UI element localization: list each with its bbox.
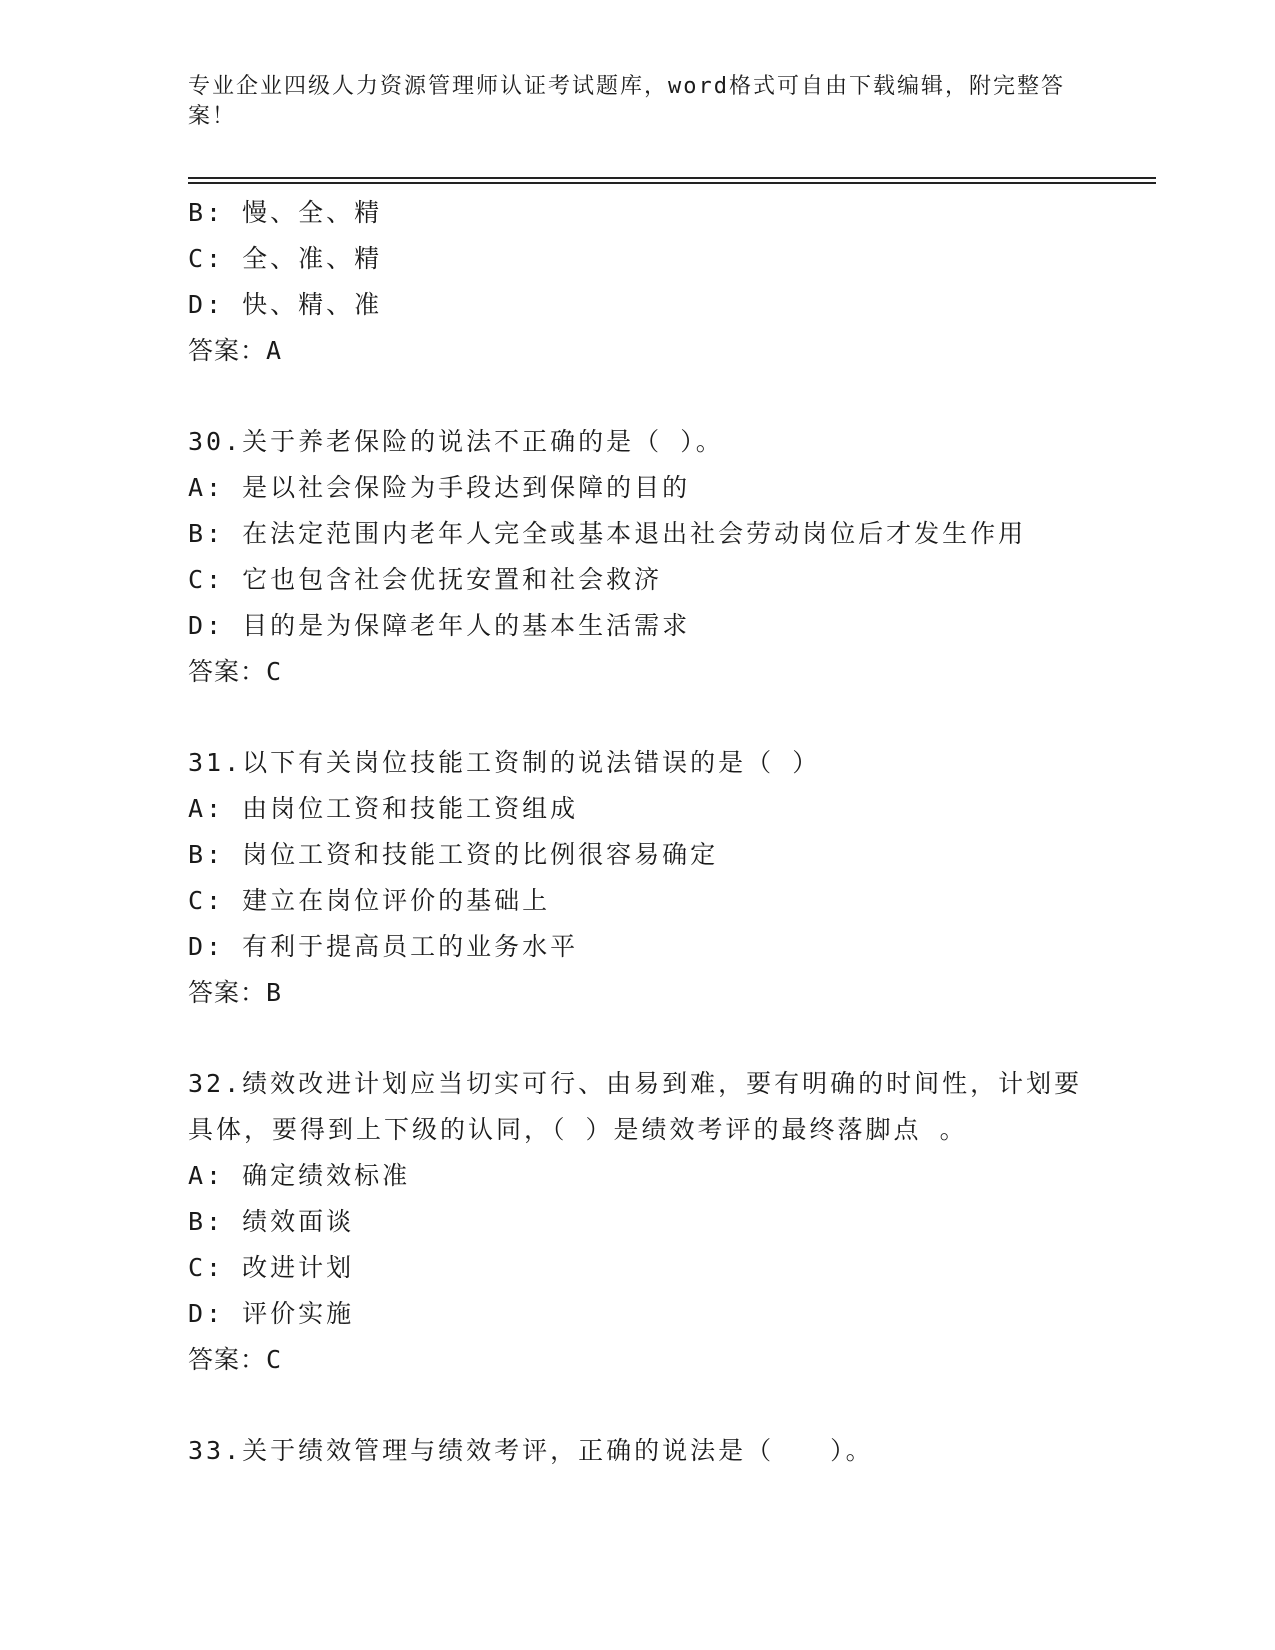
question-33	[188, 1428, 1088, 1474]
header-rule-top	[188, 177, 1156, 179]
option-c: C: 建立在岗位评价的基础上	[188, 886, 551, 915]
option-b: B: 在法定范围内老年人完全或基本退出社会劳动岗位后才发生作用	[188, 519, 1027, 548]
option-d: D: 快、精、准	[188, 290, 383, 319]
question-30	[188, 419, 1088, 695]
option-b: B: 岗位工资和技能工资的比例很容易确定	[188, 840, 719, 869]
document-header: 专业企业四级人力资源管理师认证考试题库，word格式可自由下载编辑，附完整答案！	[188, 74, 1065, 129]
question-29-continuation	[188, 190, 1088, 374]
option-a: A: 是以社会保险为手段达到保障的目的	[188, 473, 691, 502]
question-text: 30.关于养老保险的说法不正确的是（ ）。	[188, 427, 724, 456]
document-body	[188, 190, 1088, 1474]
question-text: 32.绩效改进计划应当切实可行、由易到难，要有明确的时间性，计划要具体，要得到上下级的认同，（ ）是绩效考评的最终落脚点 。	[188, 1069, 1083, 1144]
question-text: 31.以下有关岗位技能工资制的说法错误的是（ ）	[188, 748, 821, 777]
option-a: A: 由岗位工资和技能工资组成	[188, 794, 579, 823]
answer-line: 答案：C	[188, 657, 283, 686]
answer-line: 答案：B	[188, 978, 283, 1007]
option-c: C: 它也包含社会优抚安置和社会救济	[188, 565, 663, 594]
header-rule-bottom	[188, 182, 1156, 184]
option-b: B: 绩效面谈	[188, 1207, 355, 1236]
option-a: A: 确定绩效标准	[188, 1161, 411, 1190]
option-d: D: 目的是为保障老年人的基本生活需求	[188, 611, 691, 640]
option-c: C: 全、准、精	[188, 244, 383, 273]
answer-line: 答案：C	[188, 1345, 283, 1374]
answer-line: 答案：A	[188, 336, 283, 365]
option-d: D: 评价实施	[188, 1299, 355, 1328]
option-b: B: 慢、全、精	[188, 198, 383, 227]
option-d: D: 有利于提高员工的业务水平	[188, 932, 579, 961]
question-31	[188, 740, 1088, 1016]
question-32	[188, 1061, 1088, 1383]
question-text: 33.关于绩效管理与绩效考评，正确的说法是（ ）。	[188, 1436, 874, 1465]
option-c: C: 改进计划	[188, 1253, 355, 1282]
